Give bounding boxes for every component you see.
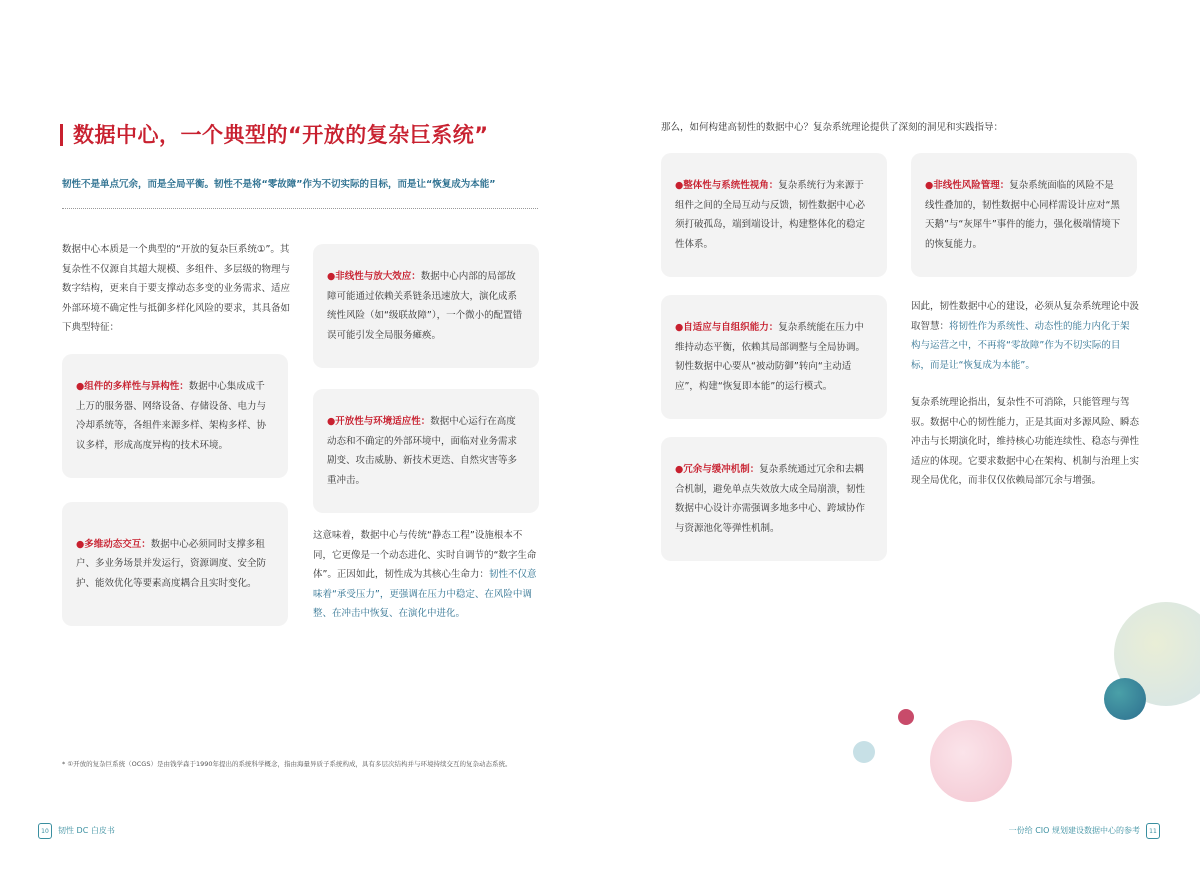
page-subtitle: 韧性不是单点冗余，而是全局平衡。韧性不是将“零故障”作为不切实际的目标，而是让“恢复成为本能” (62, 179, 496, 190)
card-text: 复杂系统行为来源于组件之间的全局互动与反馈，韧性数据中心必须打破孤岛，端到端设计，构建整体化的稳定性体系。 (675, 180, 866, 250)
card-label: ●多维动态交互： (76, 538, 151, 550)
feature-card-nonlinearity (313, 244, 539, 368)
decor-circle-pink (930, 720, 1012, 802)
page-title: 数据中心，一个典型的“开放的复杂巨系统” (60, 124, 489, 146)
card-text: 数据中心集成成千上万的服务器、网络设备、存储设备、电力与冷却系统等，各组件来源多样、架构多样、协议多样，形成高度异构的技术环境。 (76, 381, 267, 451)
insight-card-redundancy (661, 437, 887, 561)
page-number-right: 11 (1146, 823, 1160, 839)
card-text: 复杂系统通过冗余和去耦合机制，避免单点失效放大成全局崩溃，韧性数据中心设计亦需强调多地多中心、跨域协作与资源池化等弹性机制。 (675, 464, 866, 534)
right-paragraph-2: 复杂系统理论指出，复杂性不可消除，只能管理与驾驭。数据中心的韧性能力，正是其面对多源风险、瞬态冲击与长期演化时，维持核心功能连续性、稳态与弹性适应的体现。它要求数据中心在架构、机制与治理上实现全局优化，而非仅仅依赖局部冗余与增强。 (911, 397, 1140, 486)
card-label: ●自适应与自组织能力： (675, 322, 779, 333)
insight-card-holistic (661, 153, 887, 277)
card-label: ●非线性与放大效应： (327, 271, 421, 282)
footer-right: 一份给 CIO 规划建设数据中心的参考 (1008, 826, 1140, 835)
page-number-left: 10 (38, 823, 52, 839)
card-text: 复杂系统面临的风险不是线性叠加的，韧性数据中心同样需设计应对“黑天鹅”与“灰犀牛”事件的能力，强化极端情境下的恢复能力。 (925, 180, 1121, 250)
card-label: ●整体性与系统性视角： (675, 180, 779, 191)
intro-paragraph: 数据中心本质是一个典型的“开放的复杂巨系统①”。其复杂性不仅源自其超大规模、多组件、多层级的物理与数字结构，更来自于要支撑动态多变的业务需求、适应外部环境不确定性与抵御多样化风险的要求，其具备如下典型特征： (62, 244, 291, 333)
card-label: ●开放性与环境适应性： (327, 416, 431, 427)
card-text: 数据中心必须同时支撑多租户、多业务场景并发运行，资源调度、安全防护、能效优化等要素高度耦合且实时变化。 (76, 538, 267, 589)
decor-circle-red (898, 709, 914, 725)
card-text: 数据中心内部的局部故障可能通过依赖关系链条迅速放大，演化成系统性风险（如“级联故障”），一个微小的配置错误可能引发全局服务瘫痪。 (327, 271, 523, 341)
insight-card-risk (911, 153, 1137, 277)
feature-card-dynamic-interaction (62, 502, 288, 626)
feature-card-openness (313, 389, 539, 513)
conclusion-highlight: 韧性不仅意味着“承受压力”，更强调在压力中稳定、在风险中调整、在冲击中恢复、在演化中进化。 (313, 569, 537, 619)
card-label: ●非线性风险管理： (925, 180, 1010, 191)
card-text: 数据中心运行在高度动态和不确定的外部环境中，面临对业务需求剧变、攻击威胁、新技术更迭、自然灾害等多重冲击。 (327, 416, 518, 486)
decor-circle-teal (1104, 678, 1146, 720)
right-paragraph-1 (911, 297, 1139, 375)
card-label: ●冗余与缓冲机制： (675, 464, 760, 475)
paragraph-text: 因此，韧性数据中心的建设，必须从复杂系统理论中汲取智慧： (911, 301, 1140, 332)
dotted-divider (62, 208, 538, 209)
footer-left: 韧性 DC 白皮书 (58, 826, 115, 835)
card-text: 复杂系统能在压力中维持动态平衡，依赖其局部调整与全局协调。韧性数据中心要从“被动防御”转向“主动适应”，构建“恢复即本能”的运行模式。 (675, 322, 866, 392)
feature-card-heterogeneity (62, 354, 288, 478)
right-intro: 那么，如何构建高韧性的数据中心？复杂系统理论提供了深刻的洞见和实践指导： (661, 122, 1004, 133)
conclusion-paragraph (313, 526, 539, 624)
card-label: ●组件的多样性与异构性： (76, 381, 189, 392)
insight-card-adaptive (661, 295, 887, 419)
footnote: * ①开放的复杂巨系统（OCGS）是由钱学森于1990年提出的系统科学概念，指由海量异质子系统构成，具有多层次结构并与环境持续交互的复杂动态系统。 (62, 760, 512, 768)
conclusion-text: 这意味着，数据中心与传统“静态工程”设施根本不同，它更像是一个动态进化、实时自调节的“数字生命体”。正因如此，韧性成为其核心生命力： (313, 530, 537, 580)
paragraph-highlight: 将韧性作为系统性、动态性的能力内化于架构与运营之中，不再将“零故障”作为不切实际的目标，而是让“恢复成为本能”。 (911, 320, 1130, 371)
decor-circle-lightblue (853, 741, 875, 763)
